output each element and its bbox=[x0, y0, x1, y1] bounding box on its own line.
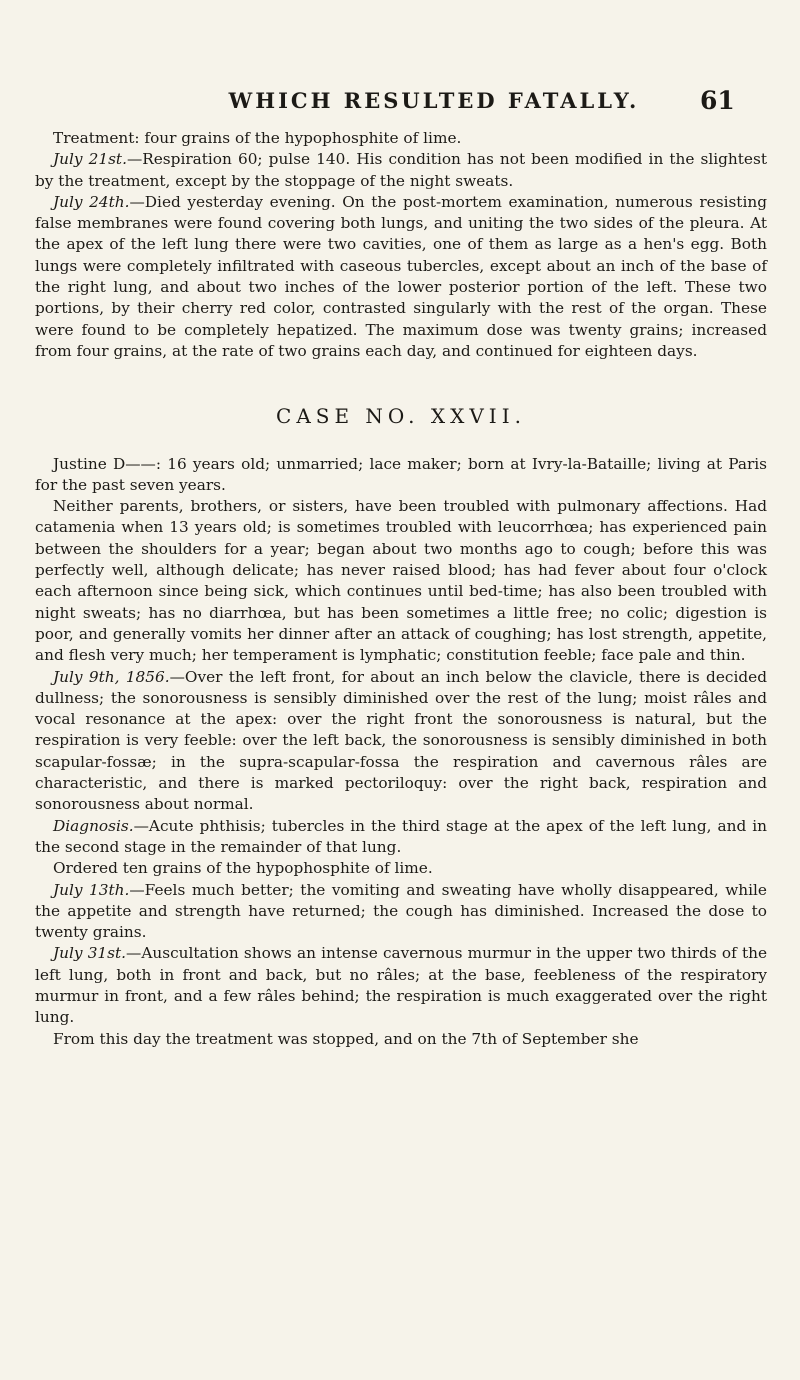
diagnosis-paragraph bbox=[35, 816, 767, 859]
entry-text: —Died yesterday evening. On the post-mortem examination, numerous resisting false membranes were found covering both lungs, and uniting the two sides of the pleura. At the apex of the left lung there were two cavities, one of them as large as a hen's egg. Both lungs were completely infiltrated with caseous tubercles, except about an inch of the base of the right lung, and about two inches of the lower posterior portion of the left. These two portions, by their cherry red color, contrasted singularly with the rest of the organ. These were found to be completely hepatized. The maximum dose was twenty grains; increased from four grains, at the rate of two grains each day, and continued for eighteen days. bbox=[35, 192, 767, 360]
running-title: WHICH RESULTED FATALLY. bbox=[228, 88, 640, 113]
entry-text: —Feels much better; the vomiting and sweating have wholly disappeared, while the appetite and strength have returned; the cough has diminished. Increased the dose to twenty grains. bbox=[35, 880, 767, 942]
diagnosis-label: Diagnosis. bbox=[53, 816, 134, 835]
entry-text: —Respiration 60; pulse 140. His condition has not been modified in the slightest by the treatment, except by the stoppage of the night sweats. bbox=[35, 150, 767, 190]
page-body bbox=[35, 128, 767, 1050]
treatment-paragraph: Treatment: four grains of the hypophosphite of lime. bbox=[53, 129, 462, 147]
entry-paragraph bbox=[35, 149, 767, 192]
entry-date: July 24th. bbox=[53, 192, 130, 211]
entry-paragraph bbox=[35, 943, 767, 1028]
entry-paragraph bbox=[35, 192, 767, 362]
page-number: 61 bbox=[700, 86, 735, 115]
history-paragraph: Neither parents, brothers, or sisters, have been troubled with pulmonary affections. Had catamenia when 13 years old; is sometimes troubled with leucorrhœa; has experienced pain between the shoulders for a year; began about two months ago to cough; before this was perfectly well, although delicate; has never raised blood; has had fever about four o'clock each afternoon since being sick, which continues until bed-time; has also been troubled with night sweats; has no diarrhœa, but has been sometimes a little free; no colic; digestion is poor, and generally vomits her dinner after an attack of coughing; has lost strength, appetite, and flesh very much; her temperament is lymphatic; constitution feeble; face pale and thin. bbox=[35, 497, 767, 665]
entry-date: July 9th, 1856. bbox=[53, 667, 170, 686]
patient-intro: Justine D——: 16 years old; unmarried; lace maker; born at Ivry-la-Bataille; living at Paris for the past seven years. bbox=[35, 454, 767, 494]
entry-date: July 13th. bbox=[53, 880, 130, 899]
entry-text: —Over the left front, for about an inch below the clavicle, there is decided dullness; the sonorousness is sensibly diminished over the rest of the lung; moist râles and vocal resonance at the apex: over the right front the sonorousness is natural, but the respiration is very feeble: over the left back, the sonorousness is sensibly diminished in both scapular-fossæ; in the supra-scapular-fossa the respiration and cavernous râles are characteristic, and there is marked pectoriloquy: over the right back, respiration and sonorousness about normal. bbox=[35, 667, 767, 814]
entry-date: July 31st. bbox=[53, 944, 127, 963]
entry-paragraph bbox=[35, 667, 767, 816]
final-paragraph: From this day the treatment was stopped, and on the 7th of September she bbox=[53, 1029, 639, 1048]
entry-text: —Auscultation shows an intense cavernous murmur in the upper two thirds of the left lung, both in front and back, but no râles; at the base, feebleness of the respiratory murmur in front, and a few râles behind; the respiration is much exaggerated over the right lung. bbox=[35, 944, 767, 1027]
case-heading: CASE NO. XXVII. bbox=[276, 404, 526, 429]
order-paragraph: Ordered ten grains of the hypophosphite of lime. bbox=[53, 859, 433, 878]
entry-paragraph bbox=[35, 880, 767, 944]
entry-date: July 21st. bbox=[53, 150, 127, 169]
diagnosis-text: —Acute phthisis; tubercles in the third stage at the apex of the left lung, and in the second stage in the remainder of that lung. bbox=[35, 816, 767, 856]
